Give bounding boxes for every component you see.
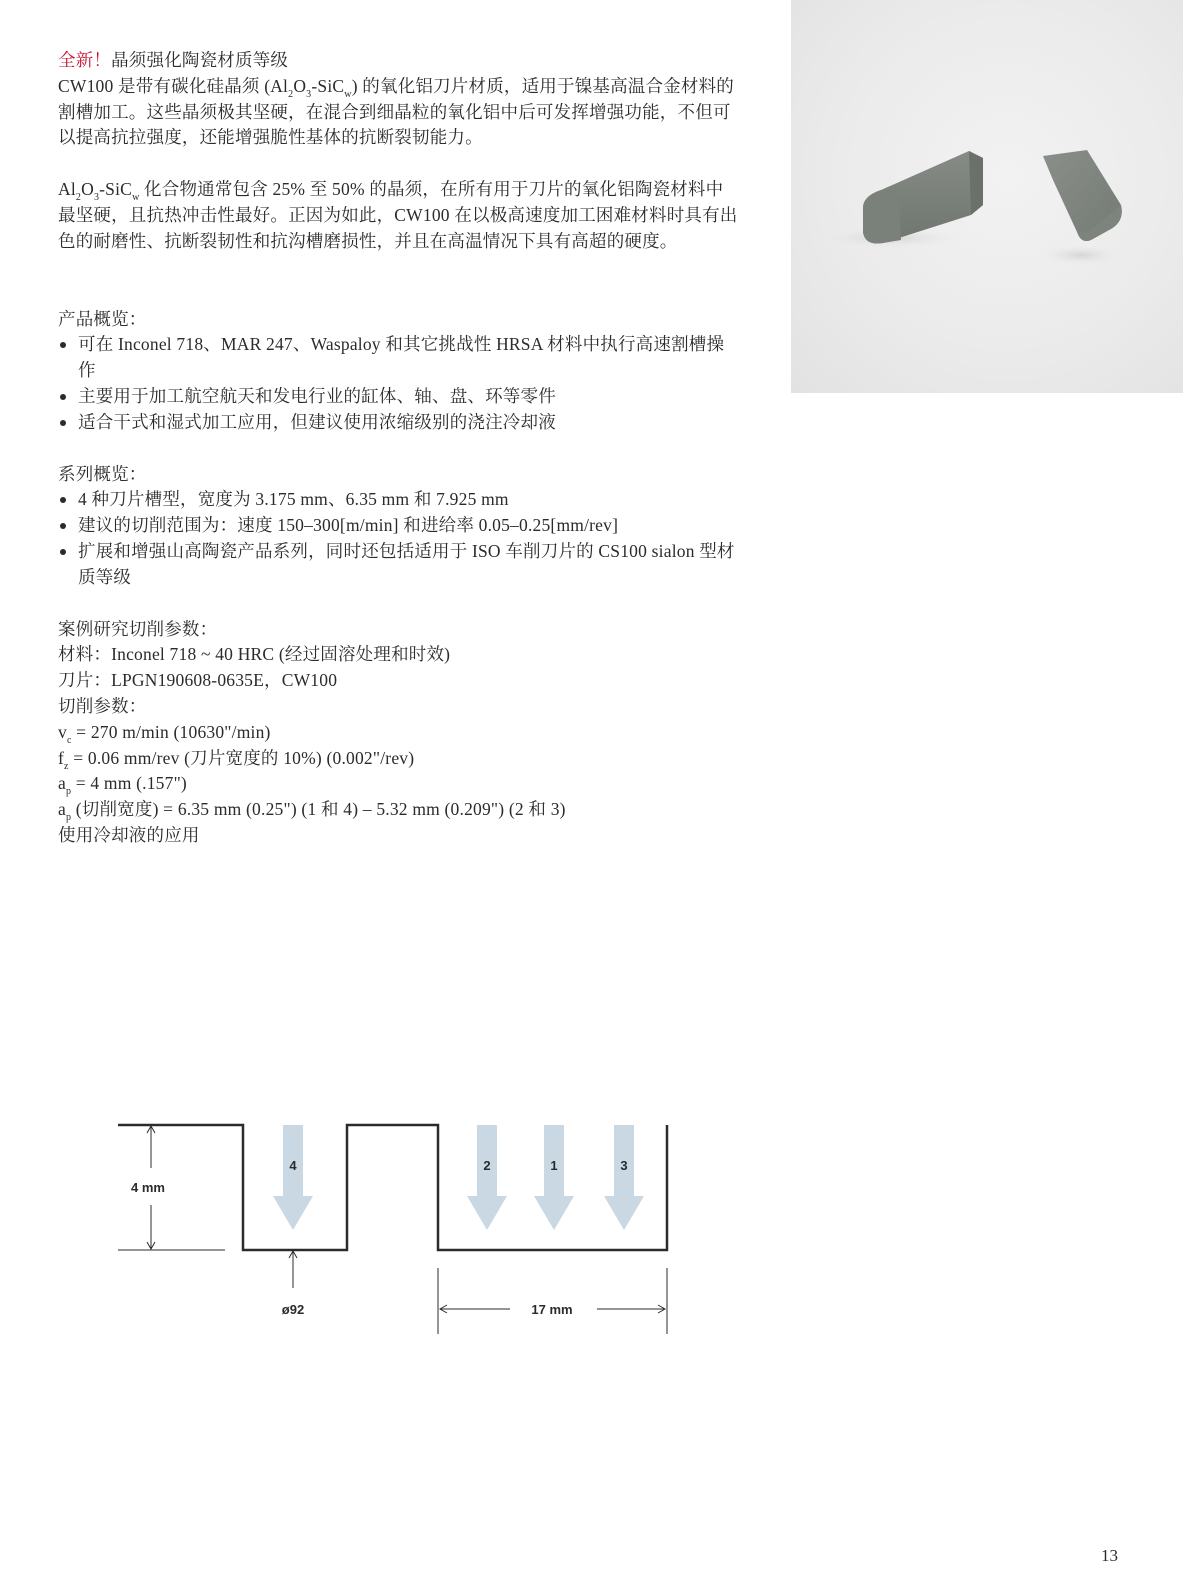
arrow-label: 3: [620, 1158, 628, 1173]
case-study-material: 材料：Inconel 718 ~ 40 HRC (经过固溶处理和时效): [58, 644, 451, 665]
value: (切削宽度) = 6.35 mm (0.25") (1 和 4) – 5.32 mm (0.209") (2 和 3): [71, 799, 566, 820]
intro-paragraph-2: [58, 177, 738, 254]
param-vc: [58, 720, 738, 746]
subscript: w: [132, 192, 140, 204]
value: = 270 m/min (10630"/min): [71, 721, 271, 742]
series-overview-title: 系列概览：: [58, 463, 147, 484]
subscript: p: [65, 786, 72, 798]
subscript: 3: [93, 192, 100, 204]
grooving-diagram: [110, 1110, 690, 1350]
text-run: CW100 是带有碳化硅晶须 (Al: [58, 75, 289, 96]
product-overview-title: 产品概览：: [58, 308, 147, 329]
intro-paragraph-1: [58, 74, 738, 151]
symbol: v: [58, 721, 67, 742]
tool-arrow-3: [604, 1125, 644, 1230]
value: = 4 mm (.157"): [71, 773, 187, 794]
list-item: 可在 Inconel 718、MAR 247、Waspaloy 和其它挑战性 HRSA 材料中执行高速割槽操作: [58, 332, 738, 384]
tool-arrow-4: [273, 1125, 313, 1230]
subscript: c: [66, 734, 72, 746]
param-ap: [58, 771, 738, 797]
arrow-label: 1: [550, 1158, 558, 1173]
width-label: 17 mm: [531, 1302, 573, 1317]
param-cut-width: [58, 797, 738, 823]
param-fz: [58, 746, 738, 772]
case-study-params-label: 切削参数：: [58, 695, 147, 716]
symbol: a: [58, 773, 66, 794]
list-item: 主要用于加工航空航天和发电行业的缸体、轴、盘、环等零件: [58, 384, 738, 410]
text-run: 化合物通常包含 25% 至 50% 的晶须，在所有用于刀片的氧化铝陶瓷材料中最坚硬，且抗热冲击性最好。正因为如此，CW100 在以极高速度加工困难材料时具有出色的耐磨性、抗断裂韧性和抗沟槽磨损性，并且在高温情况下具有高超的硬度。: [58, 179, 738, 251]
diameter-label: ø92: [281, 1302, 305, 1317]
depth-label: 4 mm: [131, 1180, 165, 1195]
subscript: 3: [306, 88, 312, 100]
series-overview-list: [58, 487, 738, 590]
symbol: f: [58, 747, 65, 768]
subscript: z: [64, 760, 69, 772]
case-study-insert: 刀片：LPGN190608-0635E，CW100: [58, 670, 338, 691]
main-text-column: [58, 48, 738, 849]
ceramic-inserts-illustration: [791, 0, 1183, 393]
new-label: 全新！: [58, 50, 112, 70]
case-study-title: 案例研究切削参数：: [58, 618, 218, 639]
subscript: w: [344, 88, 352, 100]
page-number: 13: [1101, 1546, 1118, 1565]
text-run: -SiC: [99, 179, 133, 200]
subscript: 2: [288, 88, 294, 100]
text-run: Al: [58, 179, 76, 200]
list-item: 扩展和增强山高陶瓷产品系列，同时还包括适用于 ISO 车削刀片的 CS100 sialon 型材质等级: [58, 539, 738, 591]
text-run: O: [81, 179, 94, 200]
text-run: -SiC: [311, 75, 345, 96]
text-run: ) 的氧化铝刀片材质，适用于镍基高温合金材料的割槽加工。这些晶须极其坚硬，在混合到细晶粒的氧化铝中后可发挥增强功能，不但可以提高抗拉强度，还能增强脆性基体的抗断裂韧能力。: [58, 75, 735, 148]
symbol: a: [58, 799, 66, 820]
list-item: 4 种刀片槽型，宽度为 3.175 mm、6.35 mm 和 7.925 mm: [58, 487, 738, 513]
tool-arrow-2: [467, 1125, 507, 1230]
groove-profile: [118, 1125, 667, 1250]
intro-heading-text: 晶须强化陶瓷材质等级: [111, 50, 289, 70]
subscript: p: [65, 812, 72, 824]
tool-arrow-1: [534, 1125, 574, 1230]
arrow-label: 4: [289, 1158, 297, 1173]
subscript: 2: [75, 192, 82, 204]
product-photo: [791, 0, 1183, 393]
list-item: 适合干式和湿式加工应用，但建议使用浓缩级别的浇注冷却液: [58, 410, 738, 436]
text-run: O: [293, 75, 307, 96]
value: = 0.06 mm/rev (刀片宽度的 10%) (0.002"/rev): [68, 747, 415, 768]
list-item: 建议的切削范围为：速度 150–300[m/min] 和进给率 0.05–0.25[mm/rev]: [58, 513, 738, 539]
arrow-label: 2: [483, 1158, 491, 1173]
intro-heading: [58, 48, 738, 74]
product-overview-list: [58, 332, 738, 435]
case-study-coolant: 使用冷却液的应用: [58, 824, 200, 845]
